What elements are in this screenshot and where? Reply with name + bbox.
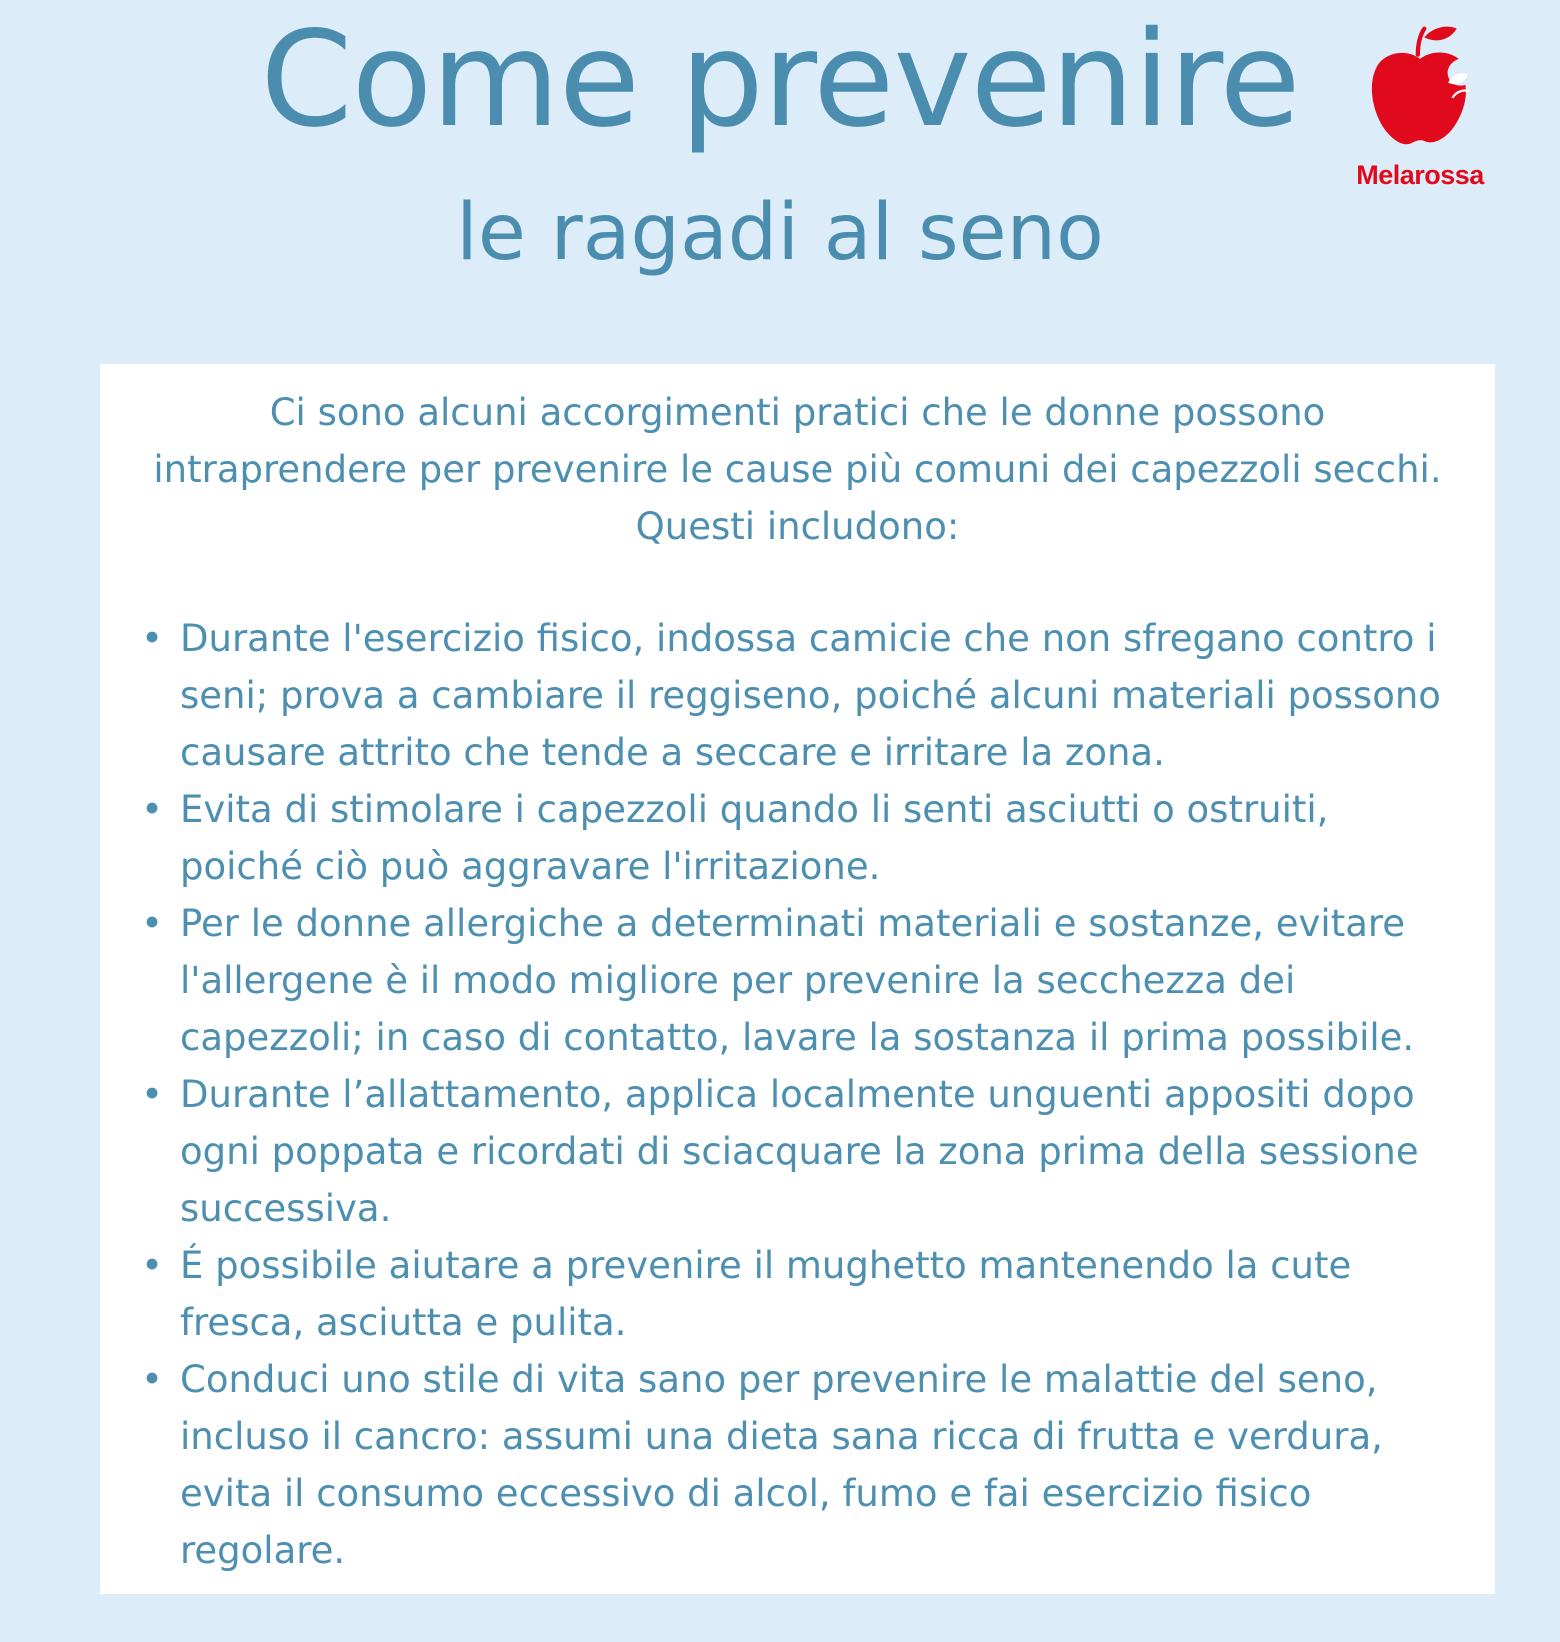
brand-logo — [1340, 22, 1500, 202]
tip-text: Per le donne allergiche a determinati materiali e sostanze, evitare l'allergene è il modo migliore per prevenire la secchezza dei capezzoli; in caso di contatto, lavare la sostanza il prima possibile. — [180, 902, 1415, 1059]
intro-line: intraprendere per prevenire le cause più comuni dei capezzoli secchi. — [153, 448, 1442, 491]
list-item — [100, 895, 1495, 1066]
tip-text: Durante l’allattamento, applica localmente unguenti appositi dopo ogni poppata e ricordati di sciacquare la zona prima della sessione successiva. — [180, 1073, 1419, 1230]
content-card — [100, 364, 1495, 1594]
tip-text: É possibile aiutare a prevenire il mughetto mantenendo la cute fresca, asciutta e pulita. — [180, 1244, 1352, 1344]
list-item — [100, 1237, 1495, 1351]
tips-list — [100, 610, 1495, 1579]
list-item — [100, 1351, 1495, 1579]
tip-text: Durante l'esercizio fisico, indossa camicie che non sfregano contro i seni; prova a cambiare il reggiseno, poiché alcuni materiali possono causare attrito che tende a seccare e irritare la zona. — [180, 617, 1441, 774]
page-title: Come prevenire — [260, 3, 1300, 157]
bullet-icon: • — [141, 902, 163, 945]
tip-text: Conduci uno stile di vita sano per prevenire le malattie del seno, incluso il cancro: assumi una dieta sana ricca di frutta e verdura, evita il consumo eccessivo di alcol, fumo e fai esercizio fisico regolare. — [180, 1358, 1383, 1572]
list-item — [100, 1066, 1495, 1237]
bullet-icon: • — [141, 1244, 163, 1287]
apple-icon — [1366, 22, 1474, 152]
tip-text: Evita di stimolare i capezzoli quando li senti asciutti o ostruiti, poiché ciò può aggravare l'irritazione. — [180, 788, 1329, 888]
list-item — [100, 610, 1495, 781]
bullet-icon: • — [141, 1073, 163, 1116]
bullet-icon: • — [141, 788, 163, 831]
list-item — [100, 781, 1495, 895]
bullet-icon: • — [141, 1358, 163, 1401]
intro-line: Questi includono: — [635, 505, 960, 548]
intro-line: Ci sono alcuni accorgimenti pratici che le donne possono — [269, 391, 1326, 434]
bullet-icon: • — [141, 617, 163, 660]
brand-name: Melarossa — [1356, 160, 1484, 190]
intro-text — [140, 384, 1455, 555]
page-subtitle: le ragadi al seno — [456, 188, 1104, 278]
